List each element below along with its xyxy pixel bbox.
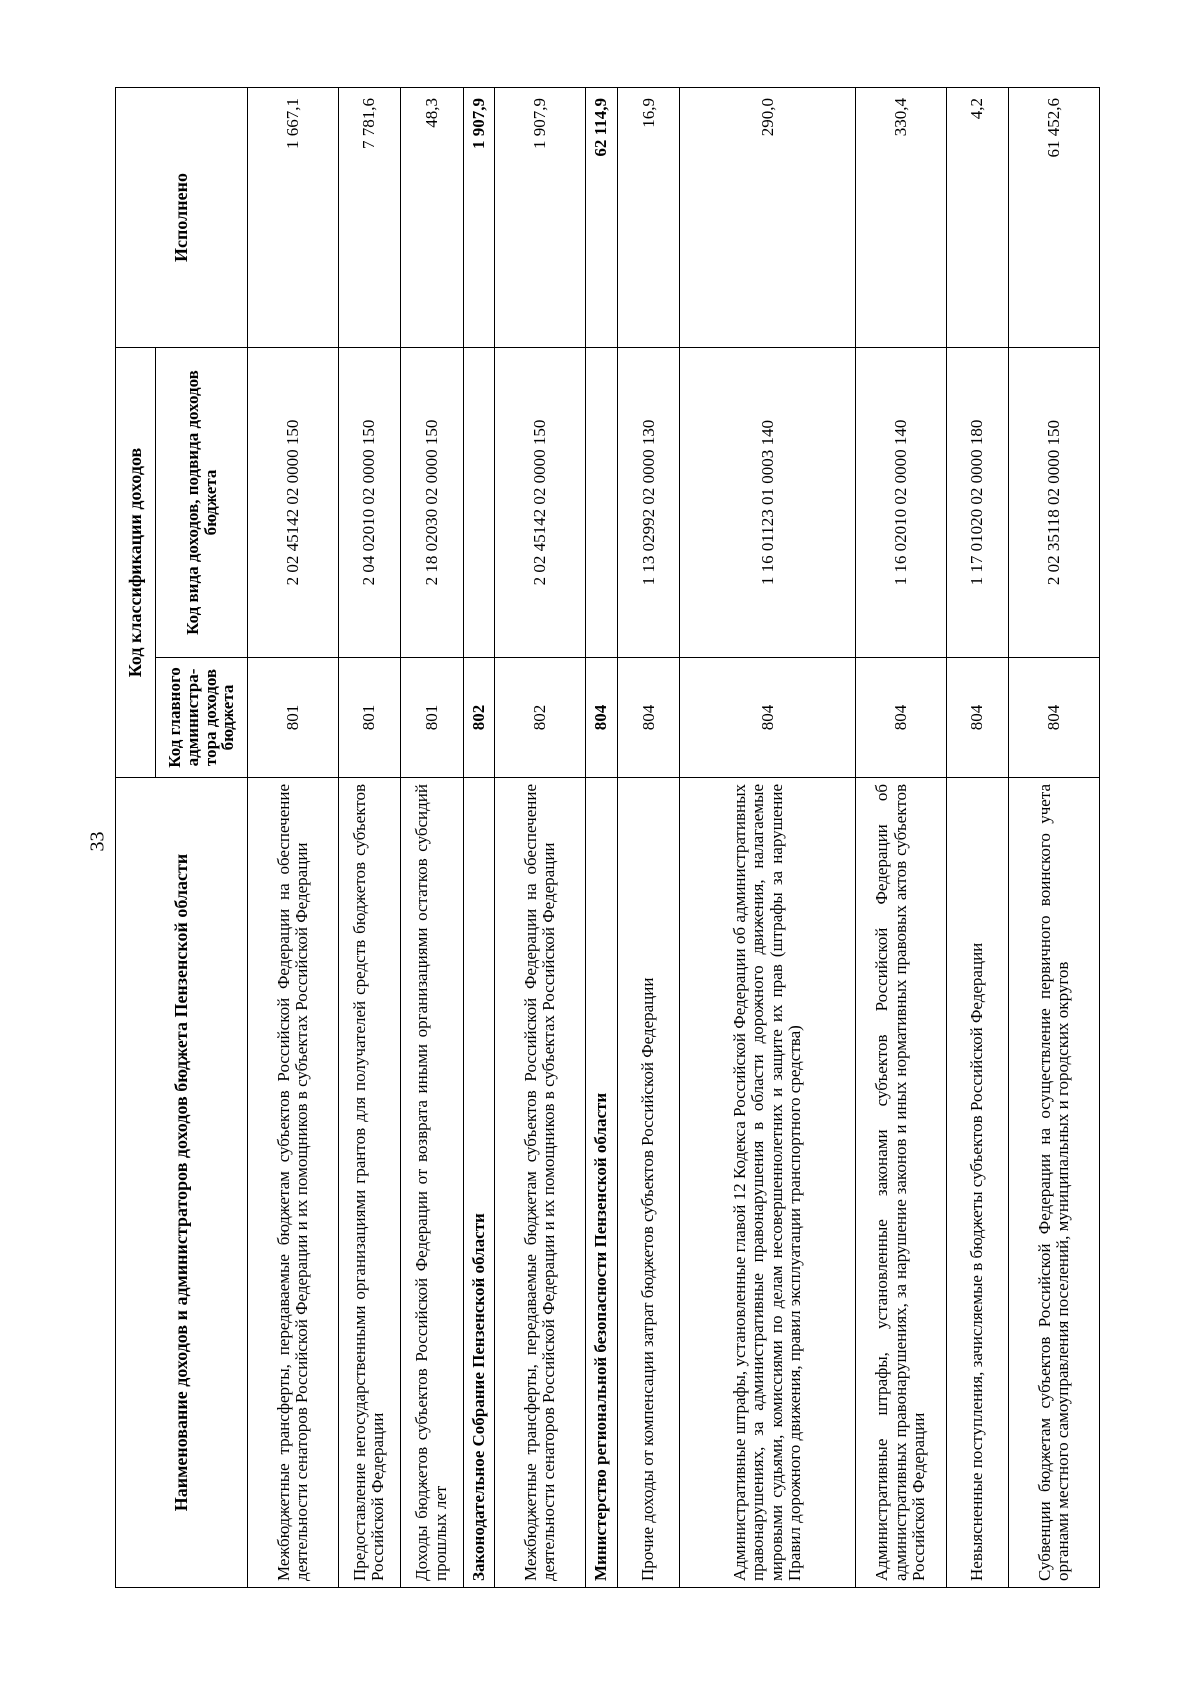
table-row xyxy=(495,88,586,1588)
row-kind-code xyxy=(463,348,495,658)
row-admin-code: 804 xyxy=(1009,658,1100,778)
row-admin-code: 802 xyxy=(463,658,495,778)
row-admin-code: 802 xyxy=(495,658,586,778)
row-name: Предоставление негосударственными организациями грантов для получателей средств бюджетов субъектов Российской Федерации xyxy=(338,778,400,1588)
row-admin-code: 804 xyxy=(617,658,679,778)
row-admin-code: 801 xyxy=(248,658,339,778)
row-name: Административные штрафы, установленные законами субъектов Российской Федерации об административных правонарушениях, за нарушение законов и иных нормативных правовых актов субъектов Российской Федерации xyxy=(856,778,947,1588)
row-sum: 330,4 xyxy=(856,88,947,348)
table-row xyxy=(338,88,400,1588)
table-row xyxy=(463,88,495,1588)
row-kind-code: 2 04 02010 02 0000 150 xyxy=(338,348,400,658)
row-sum: 1 667,1 xyxy=(248,88,339,348)
row-admin-code: 804 xyxy=(856,658,947,778)
row-kind-code: 2 18 02030 02 0000 150 xyxy=(401,348,463,658)
row-name: Доходы бюджетов субъектов Российской Федерации от возврата иными организациями остатков субсидий прошлых лет xyxy=(401,778,463,1588)
row-name: Невыясненные поступления, зачисляемые в бюджеты субъектов Российской Федерации xyxy=(946,778,1008,1588)
row-sum: 61 452,6 xyxy=(1009,88,1100,348)
header-kind-code: Код вида доходов, подвида доходов бюджета xyxy=(156,348,248,658)
row-admin-code: 801 xyxy=(401,658,463,778)
row-kind-code: 1 17 01020 02 0000 180 xyxy=(946,348,1008,658)
row-sum: 1 907,9 xyxy=(463,88,495,348)
table-row xyxy=(248,88,339,1588)
table-row xyxy=(586,88,618,1588)
row-name: Законодательное Собрание Пензенской области xyxy=(463,778,495,1588)
row-name: Административные штрафы, установленные главой 12 Кодекса Российской Федерации об административных правонарушениях, за административные правонарушения в области дорожного движения, налагаемые мировыми судьями, комиссиями по делам несовершеннолетних и защите их прав (штрафы за нарушение Правил дорожного движения, правил эксплуатации транспортного средства) xyxy=(680,778,856,1588)
header-sum: Исполнено xyxy=(116,88,248,348)
row-admin-code: 804 xyxy=(946,658,1008,778)
table-row xyxy=(680,88,856,1588)
header-admin-code: Код главного администра-тора доходов бюджета xyxy=(156,658,248,778)
row-name: Межбюджетные трансферты, передаваемые бюджетам субъектов Российской Федерации на обеспечение деятельности сенаторов Российской Федерации и их помощников в субъектах Российской Федерации xyxy=(495,778,586,1588)
header-name: Наименование доходов и администраторов доходов бюджета Пензенской области xyxy=(116,778,248,1588)
row-sum: 7 781,6 xyxy=(338,88,400,348)
row-sum: 1 907,9 xyxy=(495,88,586,348)
row-name: Субвенции бюджетам субъектов Российской Федерации на осуществление первичного воинского учета органами местного самоуправления поселений, муниципальных и городских округов xyxy=(1009,778,1100,1588)
row-admin-code: 801 xyxy=(338,658,400,778)
row-kind-code: 1 16 02010 02 0000 140 xyxy=(856,348,947,658)
row-kind-code: 2 02 45142 02 0000 150 xyxy=(248,348,339,658)
table-row xyxy=(856,88,947,1588)
row-kind-code xyxy=(586,348,618,658)
table-row xyxy=(401,88,463,1588)
row-sum: 62 114,9 xyxy=(586,88,618,348)
row-sum: 16,9 xyxy=(617,88,679,348)
table-row xyxy=(1009,88,1100,1588)
income-table xyxy=(115,87,1100,1588)
row-kind-code: 2 02 35118 02 0000 150 xyxy=(1009,348,1100,658)
header-code-group: Код классификации доходов xyxy=(116,348,156,778)
row-kind-code: 1 13 02992 02 0000 130 xyxy=(617,348,679,658)
row-kind-code: 1 16 01123 01 0003 140 xyxy=(680,348,856,658)
page-number: 33 xyxy=(86,831,109,852)
row-kind-code: 2 02 45142 02 0000 150 xyxy=(495,348,586,658)
row-sum: 290,0 xyxy=(680,88,856,348)
row-name: Прочие доходы от компенсации затрат бюджетов субъектов Российской Федерации xyxy=(617,778,679,1588)
table-row xyxy=(617,88,679,1588)
table-row xyxy=(946,88,1008,1588)
rotated-table-container xyxy=(115,88,1100,1588)
row-admin-code: 804 xyxy=(680,658,856,778)
row-name: Межбюджетные трансферты, передаваемые бюджетам субъектов Российской Федерации на обеспечение деятельности сенаторов Российской Федерации и их помощников в субъектах Российской Федерации xyxy=(248,778,339,1588)
row-sum: 48,3 xyxy=(401,88,463,348)
row-sum: 4,2 xyxy=(946,88,1008,348)
row-admin-code: 804 xyxy=(586,658,618,778)
row-name: Министерство региональной безопасности Пензенской области xyxy=(586,778,618,1588)
